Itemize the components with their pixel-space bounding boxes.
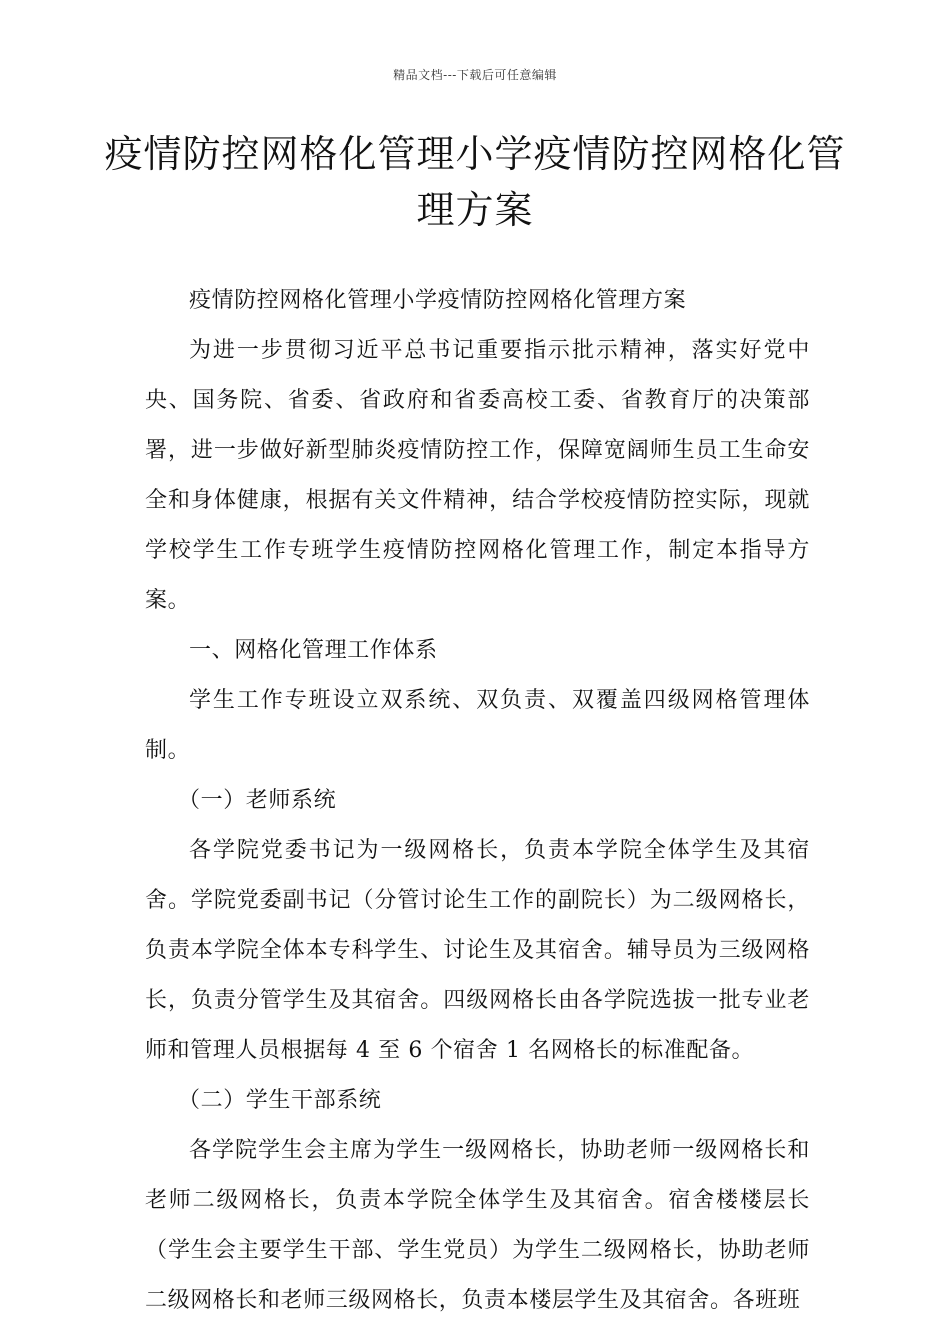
document-body [145,276,810,1326]
subsection-heading-teacher: （一）老师系统 [178,788,337,813]
paragraph-student-system: 各学院学生会主席为学生一级网格长，协助老师一级网格长和老师二级网格长，负责本学院全体学生及其宿舍。宿舍楼楼层长（学生会主要学生干部、学生党员）为学生二级网格长，协助老师二级网格长和老师三级网格长，负责本楼层学生及其宿舍。各班班 [145,1138,810,1313]
header-note: 精品文档---下载后可任意编辑 [393,68,557,82]
section-heading-1: 一、网格化管理工作体系 [189,638,438,663]
paragraph-intro: 为进一步贯彻习近平总书记重要指示批示精神，落实好党中央、国务院、省委、省政府和省委高校工委、省教育厅的决策部署，进一步做好新型肺炎疫情防控工作，保障宽阔师生员工生命安全和身体健康，根据有关文件精神，结合学校疫情防控实际，现就学校学生工作专班学生疫情防控网格化管理工作，制定本指导方案。 [145,338,810,613]
document-title: 疫情防控网格化管理小学疫情防控网格化管理方案 [104,132,846,232]
paragraph-system: 学生工作专班设立双系统、双负责、双覆盖四级网格管理体制。 [145,688,810,763]
paragraph-subtitle: 疫情防控网格化管理小学疫情防控网格化管理方案 [189,288,687,313]
paragraph-teacher-system: 各学院党委书记为一级网格长，负责本学院全体学生及其宿舍。学院党委副书记（分管讨论生工作的副院长）为二级网格长，负责本学院全体本专科学生、讨论生及其宿舍。辅导员为三级网格长，负责分管学生及其宿舍。四级网格长由各学院选拔一批专业老师和管理人员根据每 4 至 6 个宿舍 1 名网格长的标准配备。 [145,838,810,1063]
subsection-heading-student: （二）学生干部系统 [178,1088,382,1113]
